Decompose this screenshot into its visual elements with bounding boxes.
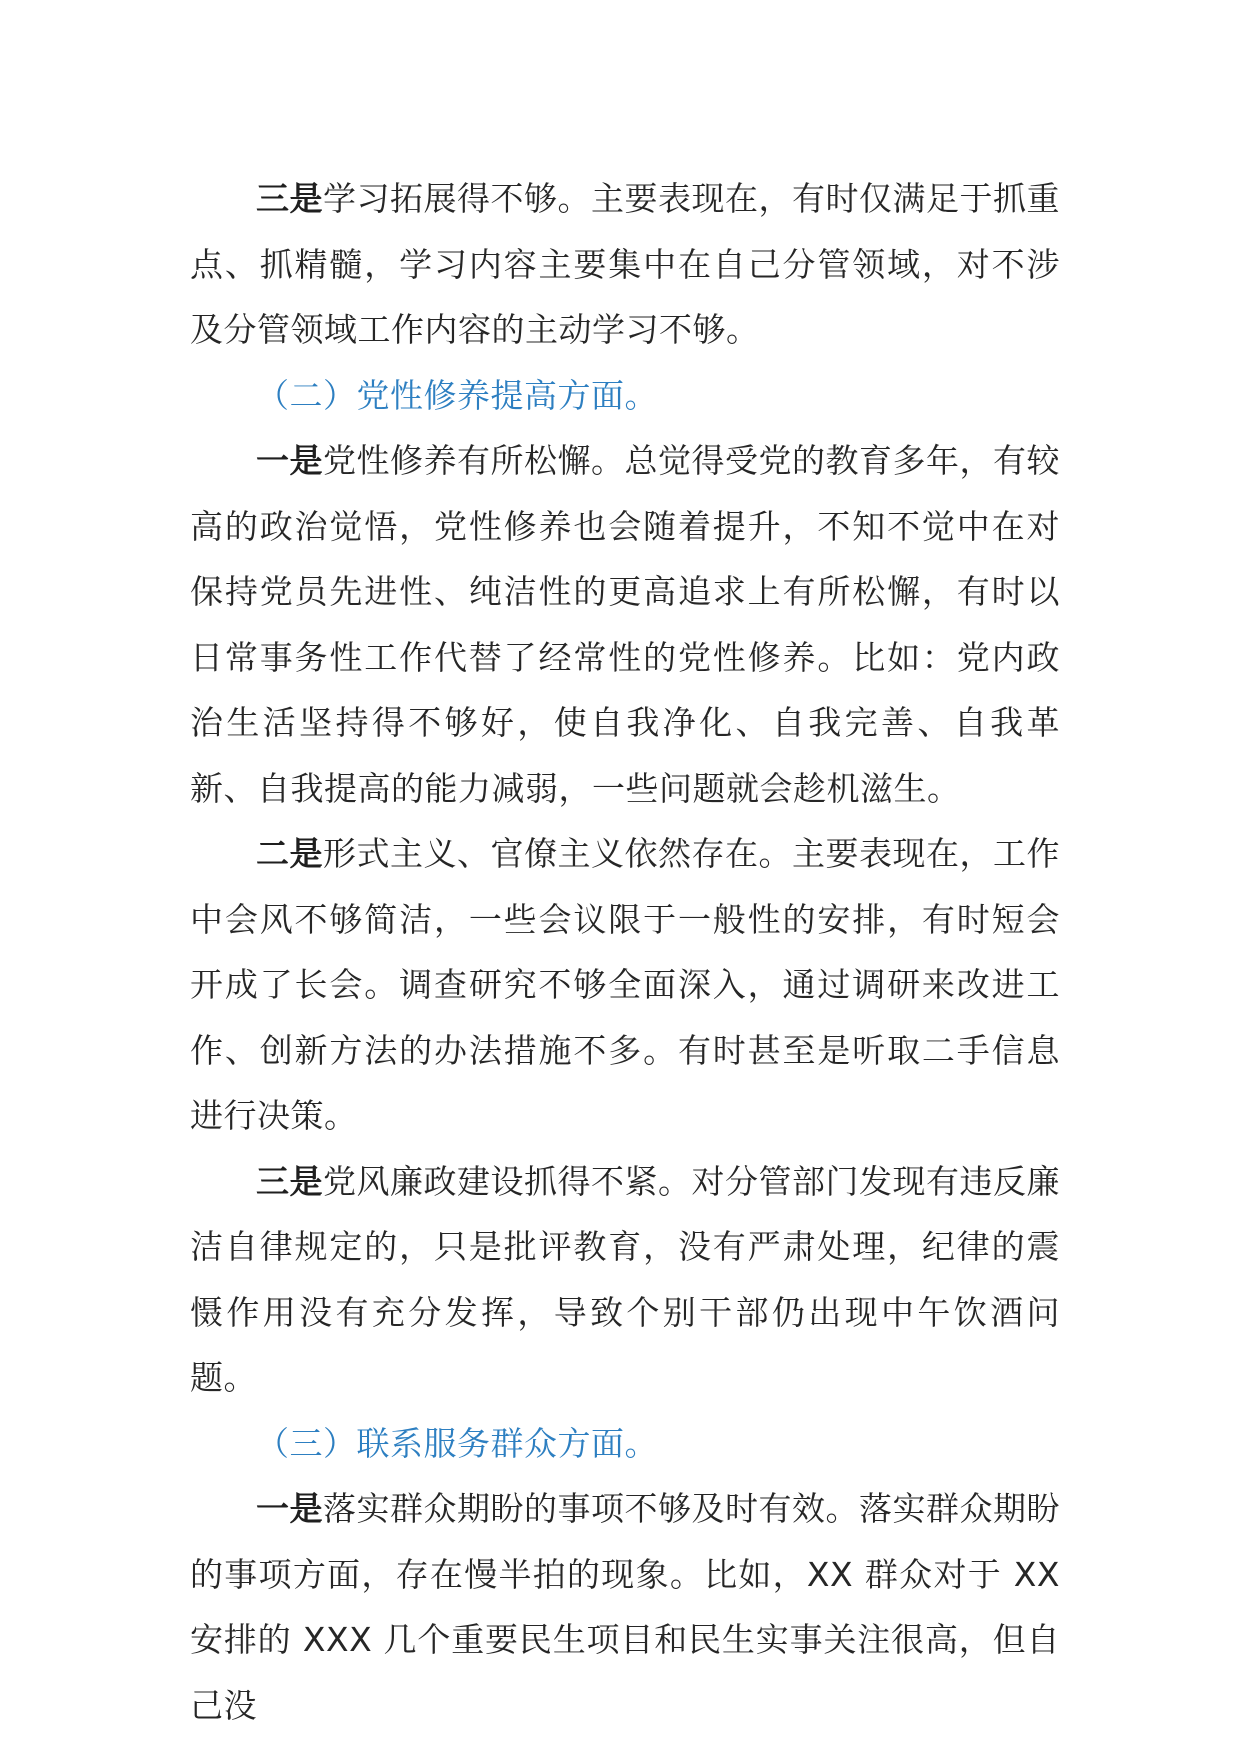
- paragraph-lead: 一是: [256, 1489, 323, 1528]
- paragraph-text: 落实群众期盼的事项不够及时有效。落实群众期盼的事项方面，存在慢半拍的现象。比如，XX 群众对于 XX 安排的 XXX 几个重要民生项目和民生实事关注很高，但自己没: [190, 1489, 1060, 1725]
- paragraph-party-spirit-slack: [190, 428, 1060, 821]
- paragraph-formalism: [190, 821, 1060, 1149]
- paragraph-learning-expansion: [190, 166, 1060, 363]
- paragraph-text: 党性修养有所松懈。总觉得受党的教育多年，有较高的政治觉悟，党性修养也会随着提升，不知不觉中在对保持党员先进性、纯洁性的更高追求上有所松懈，有时以日常事务性工作代替了经常性的党性修养。比如：党内政治生活坚持得不够好，使自我净化、自我完善、自我革新、自我提高的能力减弱，一些问题就会趁机滋生。: [190, 441, 1060, 808]
- paragraph-lead: 三是: [256, 179, 323, 218]
- paragraph-masses-expectations: [190, 1476, 1060, 1738]
- paragraph-lead: 一是: [256, 441, 323, 480]
- document-page: [190, 166, 1060, 1738]
- section-heading-party-spirit: （二）党性修养提高方面。: [256, 375, 658, 415]
- paragraph-text: 党风廉政建设抓得不紧。对分管部门发现有违反廉洁自律规定的，只是批评教育，没有严肃处理，纪律的震慑作用没有充分发挥，导致个别干部仍出现中午饮酒问题。: [190, 1161, 1060, 1397]
- paragraph-text: 形式主义、官僚主义依然存在。主要表现在，工作中会风不够简洁，一些会议限于一般性的安排，有时短会开成了长会。调查研究不够全面深入，通过调研来改进工作、创新方法的办法措施不多。有时甚至是听取二手信息进行决策。: [190, 834, 1060, 1135]
- section-heading-serving-masses: （三）联系服务群众方面。: [256, 1423, 658, 1463]
- paragraph-lead: 二是: [256, 834, 323, 873]
- paragraph-text: 学习拓展得不够。主要表现在，有时仅满足于抓重点、抓精髓，学习内容主要集中在自己分管领域，对不涉及分管领域工作内容的主动学习不够。: [190, 179, 1060, 349]
- paragraph-integrity: [190, 1149, 1060, 1411]
- paragraph-lead: 三是: [256, 1161, 323, 1201]
